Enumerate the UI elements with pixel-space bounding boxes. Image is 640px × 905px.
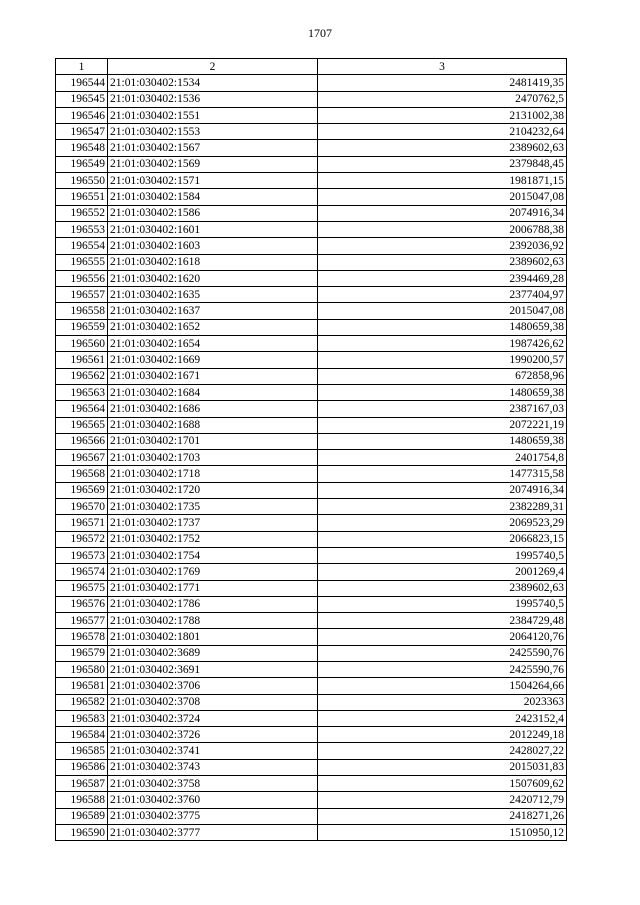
cadastral-value: 2425590,76	[318, 661, 567, 677]
table-row	[56, 254, 567, 270]
row-number: 196559	[56, 319, 108, 335]
table-row	[56, 107, 567, 123]
row-number: 196546	[56, 107, 108, 123]
row-number: 196565	[56, 417, 108, 433]
column-header-2: 2	[108, 59, 318, 75]
cadastral-value: 2384729,48	[318, 613, 567, 629]
cadastral-number: 21:01:030402:1754	[108, 547, 318, 563]
row-number: 196544	[56, 75, 108, 91]
table-row	[56, 515, 567, 531]
row-number: 196568	[56, 466, 108, 482]
cadastral-value: 1987426,62	[318, 336, 567, 352]
cadastral-value: 2006788,38	[318, 221, 567, 237]
cadastral-number: 21:01:030402:1571	[108, 173, 318, 189]
row-number: 196582	[56, 694, 108, 710]
table-row	[56, 580, 567, 596]
cadastral-value: 1480659,38	[318, 384, 567, 400]
table-row	[56, 75, 567, 91]
cadastral-value: 1510950,12	[318, 824, 567, 840]
cadastral-value: 2401754,8	[318, 450, 567, 466]
row-number: 196573	[56, 547, 108, 563]
cadastral-value: 2428027,22	[318, 743, 567, 759]
table-row	[56, 368, 567, 384]
cadastral-value: 2074916,34	[318, 205, 567, 221]
cadastral-number: 21:01:030402:1769	[108, 564, 318, 580]
table-row	[56, 450, 567, 466]
cadastral-value: 2015047,08	[318, 303, 567, 319]
cadastral-value: 2015047,08	[318, 189, 567, 205]
cadastral-value: 2074916,34	[318, 482, 567, 498]
table-row	[56, 531, 567, 547]
row-number: 196584	[56, 727, 108, 743]
table-row	[56, 336, 567, 352]
cadastral-value: 1480659,38	[318, 433, 567, 449]
cadastral-number: 21:01:030402:1688	[108, 417, 318, 433]
cadastral-value: 2066823,15	[318, 531, 567, 547]
table-row	[56, 352, 567, 368]
row-number: 196585	[56, 743, 108, 759]
table-row	[56, 303, 567, 319]
row-number: 196588	[56, 792, 108, 808]
cadastral-number: 21:01:030402:1771	[108, 580, 318, 596]
cadastral-number: 21:01:030402:1603	[108, 238, 318, 254]
table-row	[56, 319, 567, 335]
cadastral-number: 21:01:030402:3689	[108, 645, 318, 661]
row-number: 196570	[56, 499, 108, 515]
row-number: 196587	[56, 776, 108, 792]
row-number: 196556	[56, 270, 108, 286]
cadastral-value: 1995740,5	[318, 596, 567, 612]
row-number: 196566	[56, 433, 108, 449]
table-row	[56, 221, 567, 237]
table-row	[56, 743, 567, 759]
column-header-1: 1	[56, 59, 108, 75]
cadastral-number: 21:01:030402:1801	[108, 629, 318, 645]
row-number: 196555	[56, 254, 108, 270]
row-number: 196564	[56, 401, 108, 417]
row-number: 196558	[56, 303, 108, 319]
cadastral-number: 21:01:030402:1534	[108, 75, 318, 91]
row-number: 196580	[56, 661, 108, 677]
row-number: 196569	[56, 482, 108, 498]
table-row	[56, 91, 567, 107]
cadastral-value: 1504264,66	[318, 678, 567, 694]
row-number: 196550	[56, 173, 108, 189]
cadastral-number: 21:01:030402:3743	[108, 759, 318, 775]
cadastral-value: 1480659,38	[318, 319, 567, 335]
table-row	[56, 417, 567, 433]
table-row	[56, 694, 567, 710]
cadastral-number: 21:01:030402:1686	[108, 401, 318, 417]
cadastral-number: 21:01:030402:1601	[108, 221, 318, 237]
table-row	[56, 466, 567, 482]
cadastral-number: 21:01:030402:1635	[108, 287, 318, 303]
table-row	[56, 710, 567, 726]
table-row	[56, 140, 567, 156]
cadastral-number: 21:01:030402:1735	[108, 499, 318, 515]
cadastral-value: 1990200,57	[318, 352, 567, 368]
cadastral-number: 21:01:030402:1669	[108, 352, 318, 368]
row-number: 196561	[56, 352, 108, 368]
cadastral-value: 2072221,19	[318, 417, 567, 433]
row-number: 196548	[56, 140, 108, 156]
table-row	[56, 205, 567, 221]
table-row	[56, 727, 567, 743]
cadastral-number: 21:01:030402:1671	[108, 368, 318, 384]
table-row	[56, 808, 567, 824]
cadastral-value: 2392036,92	[318, 238, 567, 254]
column-header-3: 3	[318, 59, 567, 75]
cadastral-value: 2064120,76	[318, 629, 567, 645]
table-row	[56, 596, 567, 612]
cadastral-value: 2425590,76	[318, 645, 567, 661]
cadastral-number: 21:01:030402:1718	[108, 466, 318, 482]
row-number: 196589	[56, 808, 108, 824]
page-number: 1707	[308, 26, 332, 40]
cadastral-number: 21:01:030402:3726	[108, 727, 318, 743]
cadastral-value: 2470762,5	[318, 91, 567, 107]
cadastral-value: 2023363	[318, 694, 567, 710]
cadastral-number: 21:01:030402:1584	[108, 189, 318, 205]
cadastral-value: 2418271,26	[318, 808, 567, 824]
cadastral-value: 2001269,4	[318, 564, 567, 580]
cadastral-value: 672858,96	[318, 368, 567, 384]
table-row	[56, 678, 567, 694]
table-header-row	[56, 59, 567, 75]
table-row	[56, 645, 567, 661]
cadastral-value: 1477315,58	[318, 466, 567, 482]
table-row	[56, 189, 567, 205]
cadastral-number: 21:01:030402:1786	[108, 596, 318, 612]
cadastral-value: 2015031,83	[318, 759, 567, 775]
row-number: 196579	[56, 645, 108, 661]
row-number: 196577	[56, 613, 108, 629]
table-row	[56, 173, 567, 189]
row-number: 196547	[56, 124, 108, 140]
table-row	[56, 287, 567, 303]
cadastral-number: 21:01:030402:1569	[108, 156, 318, 172]
cadastral-number: 21:01:030402:3724	[108, 710, 318, 726]
cadastral-value: 2379848,45	[318, 156, 567, 172]
table-row	[56, 824, 567, 840]
cadastral-value: 2012249,18	[318, 727, 567, 743]
table-row	[56, 482, 567, 498]
cadastral-number: 21:01:030402:1684	[108, 384, 318, 400]
row-number: 196581	[56, 678, 108, 694]
cadastral-number: 21:01:030402:3706	[108, 678, 318, 694]
table-row	[56, 613, 567, 629]
table-row	[56, 759, 567, 775]
row-number: 196572	[56, 531, 108, 547]
cadastral-value: 2382289,31	[318, 499, 567, 515]
cadastral-number: 21:01:030402:1652	[108, 319, 318, 335]
cadastral-number: 21:01:030402:1586	[108, 205, 318, 221]
cadastral-number: 21:01:030402:1637	[108, 303, 318, 319]
cadastral-number: 21:01:030402:3775	[108, 808, 318, 824]
row-number: 196551	[56, 189, 108, 205]
row-number: 196563	[56, 384, 108, 400]
row-number: 196557	[56, 287, 108, 303]
table-row	[56, 499, 567, 515]
cadastral-number: 21:01:030402:1703	[108, 450, 318, 466]
cadastral-value: 2423152,4	[318, 710, 567, 726]
cadastral-value-table	[55, 58, 567, 841]
row-number: 196562	[56, 368, 108, 384]
table-row	[56, 156, 567, 172]
table-row	[56, 401, 567, 417]
row-number: 196575	[56, 580, 108, 596]
table-row	[56, 238, 567, 254]
cadastral-number: 21:01:030402:1701	[108, 433, 318, 449]
table-row	[56, 433, 567, 449]
cadastral-number: 21:01:030402:1752	[108, 531, 318, 547]
cadastral-value: 2420712,79	[318, 792, 567, 808]
table-row	[56, 124, 567, 140]
cadastral-value: 2389602,63	[318, 254, 567, 270]
cadastral-value: 2389602,63	[318, 140, 567, 156]
cadastral-number: 21:01:030402:1788	[108, 613, 318, 629]
cadastral-number: 21:01:030402:1737	[108, 515, 318, 531]
cadastral-value: 2069523,29	[318, 515, 567, 531]
cadastral-number: 21:01:030402:1654	[108, 336, 318, 352]
cadastral-value: 2394469,28	[318, 270, 567, 286]
row-number: 196549	[56, 156, 108, 172]
cadastral-number: 21:01:030402:3708	[108, 694, 318, 710]
cadastral-value: 2387167,03	[318, 401, 567, 417]
table-row	[56, 629, 567, 645]
row-number: 196590	[56, 824, 108, 840]
cadastral-number: 21:01:030402:1620	[108, 270, 318, 286]
row-number: 196574	[56, 564, 108, 580]
cadastral-value: 2481419,35	[318, 75, 567, 91]
row-number: 196560	[56, 336, 108, 352]
row-number: 196571	[56, 515, 108, 531]
table-row	[56, 547, 567, 563]
table-row	[56, 270, 567, 286]
row-number: 196583	[56, 710, 108, 726]
cadastral-number: 21:01:030402:1536	[108, 91, 318, 107]
row-number: 196586	[56, 759, 108, 775]
cadastral-value: 2131002,38	[318, 107, 567, 123]
cadastral-number: 21:01:030402:1720	[108, 482, 318, 498]
row-number: 196552	[56, 205, 108, 221]
row-number: 196545	[56, 91, 108, 107]
cadastral-number: 21:01:030402:3758	[108, 776, 318, 792]
cadastral-number: 21:01:030402:1553	[108, 124, 318, 140]
cadastral-value: 2104232,64	[318, 124, 567, 140]
row-number: 196576	[56, 596, 108, 612]
cadastral-number: 21:01:030402:3691	[108, 661, 318, 677]
row-number: 196554	[56, 238, 108, 254]
table-row	[56, 776, 567, 792]
table-body	[56, 75, 567, 841]
table-row	[56, 661, 567, 677]
cadastral-value: 2389602,63	[318, 580, 567, 596]
cadastral-number: 21:01:030402:3741	[108, 743, 318, 759]
cadastral-number: 21:01:030402:1551	[108, 107, 318, 123]
cadastral-value: 1507609,62	[318, 776, 567, 792]
cadastral-number: 21:01:030402:3777	[108, 824, 318, 840]
row-number: 196578	[56, 629, 108, 645]
table-row	[56, 564, 567, 580]
table-row	[56, 792, 567, 808]
cadastral-value: 2377404,97	[318, 287, 567, 303]
cadastral-number: 21:01:030402:1567	[108, 140, 318, 156]
row-number: 196567	[56, 450, 108, 466]
cadastral-value: 1995740,5	[318, 547, 567, 563]
table-row	[56, 384, 567, 400]
cadastral-number: 21:01:030402:1618	[108, 254, 318, 270]
row-number: 196553	[56, 221, 108, 237]
cadastral-number: 21:01:030402:3760	[108, 792, 318, 808]
cadastral-value: 1981871,15	[318, 173, 567, 189]
